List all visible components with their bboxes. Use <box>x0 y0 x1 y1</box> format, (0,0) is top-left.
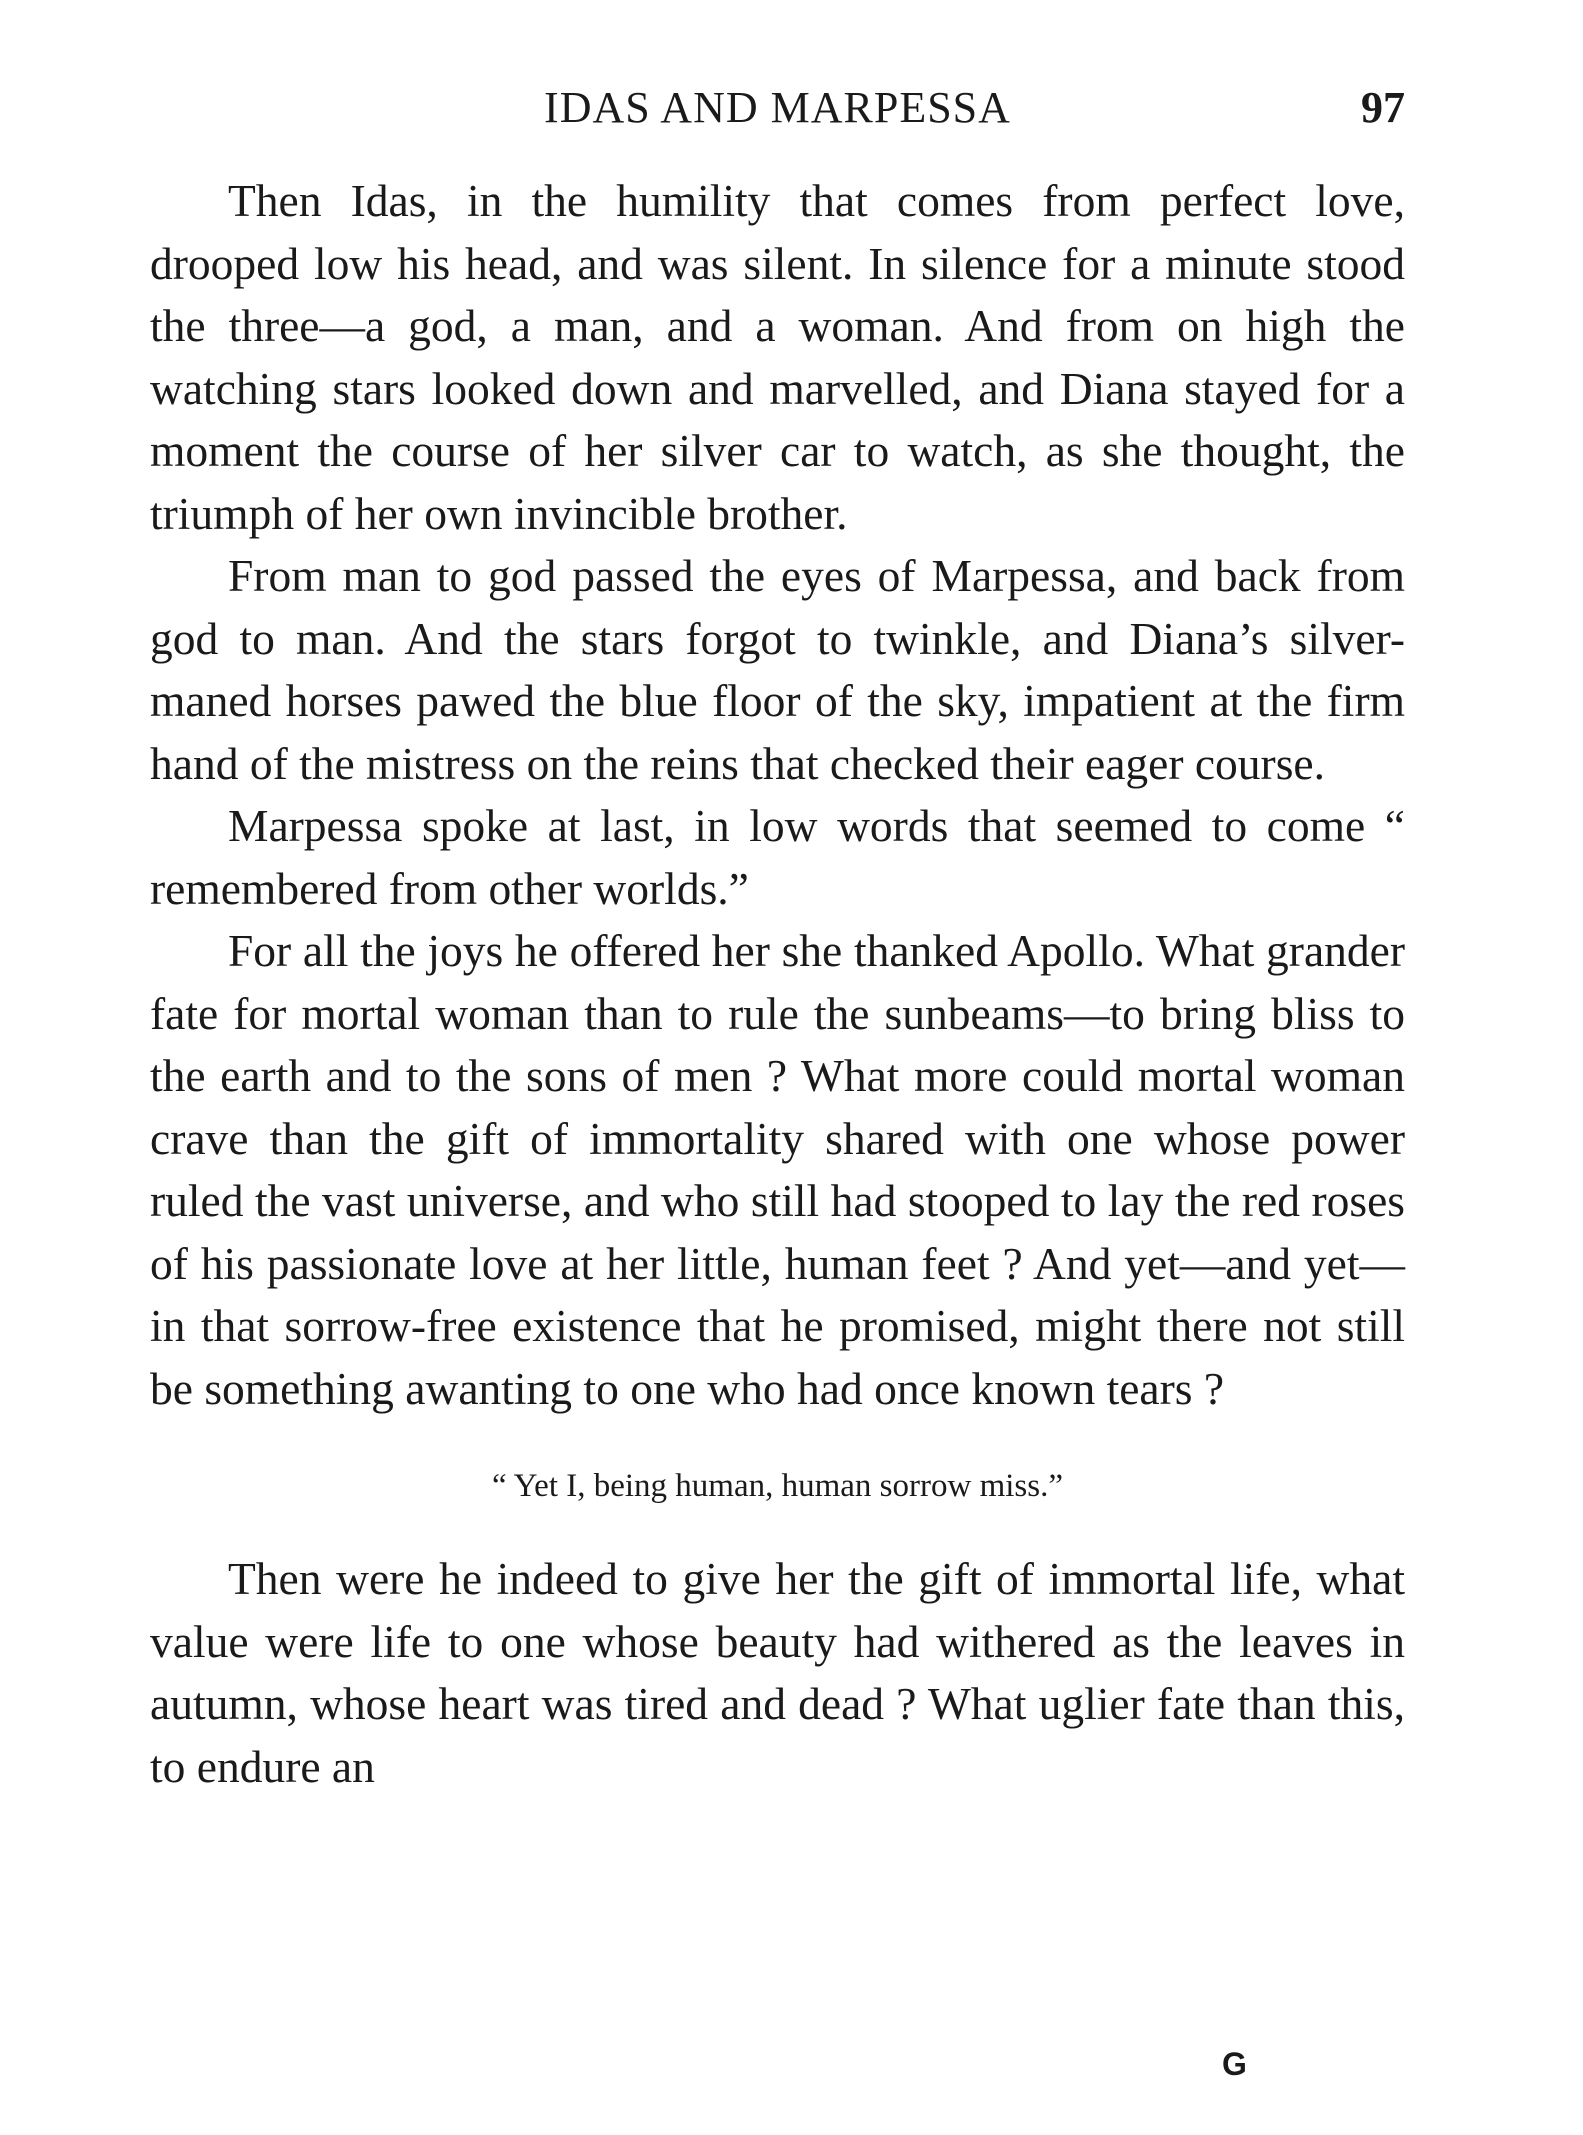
paragraph-5: Then were he indeed to give her the gift of immortal life, what value were life to one whose beauty had withered as the leaves in autumn, whose heart was tired and dead ? What uglier fate than this, to endure an <box>150 1553 1405 1792</box>
signature-mark: G <box>1222 2046 1247 2082</box>
body-text <box>150 170 1405 1798</box>
paragraph-3: Marpessa spoke at last, in low words that seemed to come “ remembered from other worlds.” <box>150 800 1405 914</box>
paragraph-2: From man to god passed the eyes of Marpessa, and back from god to man. And the stars forgot to twinkle, and Diana’s silver-maned horses pawed the blue floor of the sky, impatient at the firm hand of the mistress on the reins that checked their eager course. <box>150 550 1405 789</box>
paragraph-4: For all the joys he offered her she thanked Apollo. What grander fate for mortal woman than to rule the sunbeams—to bring bliss to the earth and to the sons of men ? What more could mortal woman crave than the gift of immortality shared with one whose power ruled the vast universe, and who still had stooped to lay the red roses of his passionate love at her little, human feet ? And yet—and yet—in that sorrow-free existence that he promised, might there not still be something awanting to one who had once known tears ? <box>150 925 1405 1414</box>
quotation: “ Yet I, being human, human sorrow miss.” <box>491 1468 1064 1504</box>
running-title: IDAS AND MARPESSA <box>544 83 1011 132</box>
page-number: 97 <box>1361 83 1405 132</box>
paragraph-1: Then Idas, in the humility that comes from perfect love, drooped low his head, and was silent. In silence for a minute stood the three—a god, a man, and a woman. And from on high the watching stars looked down and marvelled, and Diana stayed for a moment the course of her silver car to watch, as she thought, the triumph of her own invincible brother. <box>150 175 1405 539</box>
running-head <box>150 78 1405 138</box>
